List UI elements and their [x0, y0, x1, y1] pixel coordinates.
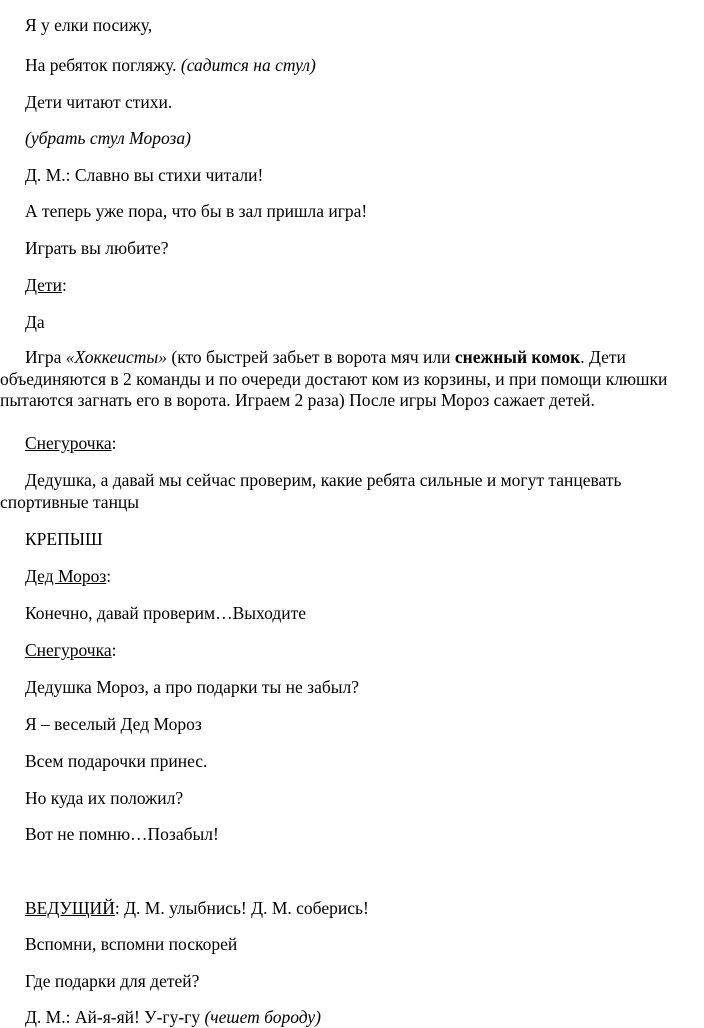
line-gde-podarki: Где подарки для детей?	[25, 971, 200, 991]
line-igrat: Играть вы любите?	[25, 238, 169, 258]
game-prefix: Игра	[25, 347, 66, 367]
speaker-deti	[25, 274, 67, 296]
game-middle: (кто быстрей забьет в ворота мяч или	[167, 347, 455, 367]
stage-direction: (садится на стул)	[180, 55, 316, 75]
line-a-teper: А теперь уже пора, что бы в зал пришла игра!	[25, 201, 368, 221]
speaker-colon: :	[111, 640, 117, 660]
speaker-name: Снегурочка	[25, 640, 112, 660]
speaker-name: ВЕДУЩИЙ	[25, 898, 115, 918]
game-description: . Дети объединяются в 2 команды и по очереди достают ком из корзины, и при помощи клюшки пытаются загнать его в ворота. Играем 2 раза) После игры Мороз сажает детей.	[0, 347, 668, 410]
line-ay-ya-yay	[25, 1006, 321, 1028]
speaker-name: Дети	[25, 275, 62, 295]
line-ya-veselyy: Я – веселый Дед Мороз	[25, 714, 202, 734]
line-konechno: Конечно, давай проверим…Выходите	[25, 603, 307, 623]
line-text: Д. М.: Ай-я-яй! У-гу-гу	[25, 1007, 205, 1027]
speaker-colon: :	[111, 433, 117, 453]
line-vspomni: Вспомни, вспомни поскорей	[25, 934, 238, 954]
line-vsem-podarochki: Всем подарочки принес.	[25, 751, 208, 771]
speaker-vedushchiy	[25, 897, 369, 919]
speaker-name: Снегурочка	[25, 433, 112, 453]
paragraph-sport-dance: Дедушка, а давай мы сейчас проверим, какие ребята сильные и могут танцевать спортивные танцы	[0, 470, 622, 512]
paragraph-game-hockey	[0, 347, 690, 412]
line-krepysh: КРЕПЫШ	[25, 529, 103, 549]
speaker-ded-moroz	[25, 565, 111, 587]
speaker-snegurochka-1	[25, 432, 116, 454]
line-deti-chitayut: Дети читают стихи.	[25, 92, 173, 112]
line-na-rebyatok	[25, 54, 316, 76]
line-dedushka-moroz: Дедушка Мороз, а про подарки ты не забыл?	[25, 677, 360, 697]
speaker-colon: :	[106, 566, 112, 586]
line-no-kuda: Но куда их положил?	[25, 788, 184, 808]
game-name: «Хоккеисты»	[65, 347, 168, 367]
stage-direction-remove-chair: (убрать стул Мороза)	[25, 128, 191, 148]
game-bold-term: снежный комок	[454, 347, 581, 367]
line-slavno: Д. М.: Славно вы стихи читали!	[25, 165, 264, 185]
line-vot-ne-pomnyu: Вот не помню…Позабыл!	[25, 824, 219, 844]
speaker-line: : Д. М. улыбнись! Д. М. соберись!	[114, 898, 369, 918]
line-text: На ребяток погляжу.	[25, 55, 181, 75]
speaker-colon: :	[61, 275, 67, 295]
line-da: Да	[25, 312, 45, 332]
line-ya-u-elki: Я у елки посижу,	[25, 15, 153, 35]
speaker-snegurochka-2	[25, 639, 116, 661]
stage-direction: (чешет бороду)	[204, 1007, 321, 1027]
speaker-name: Дед Мороз	[25, 566, 107, 586]
